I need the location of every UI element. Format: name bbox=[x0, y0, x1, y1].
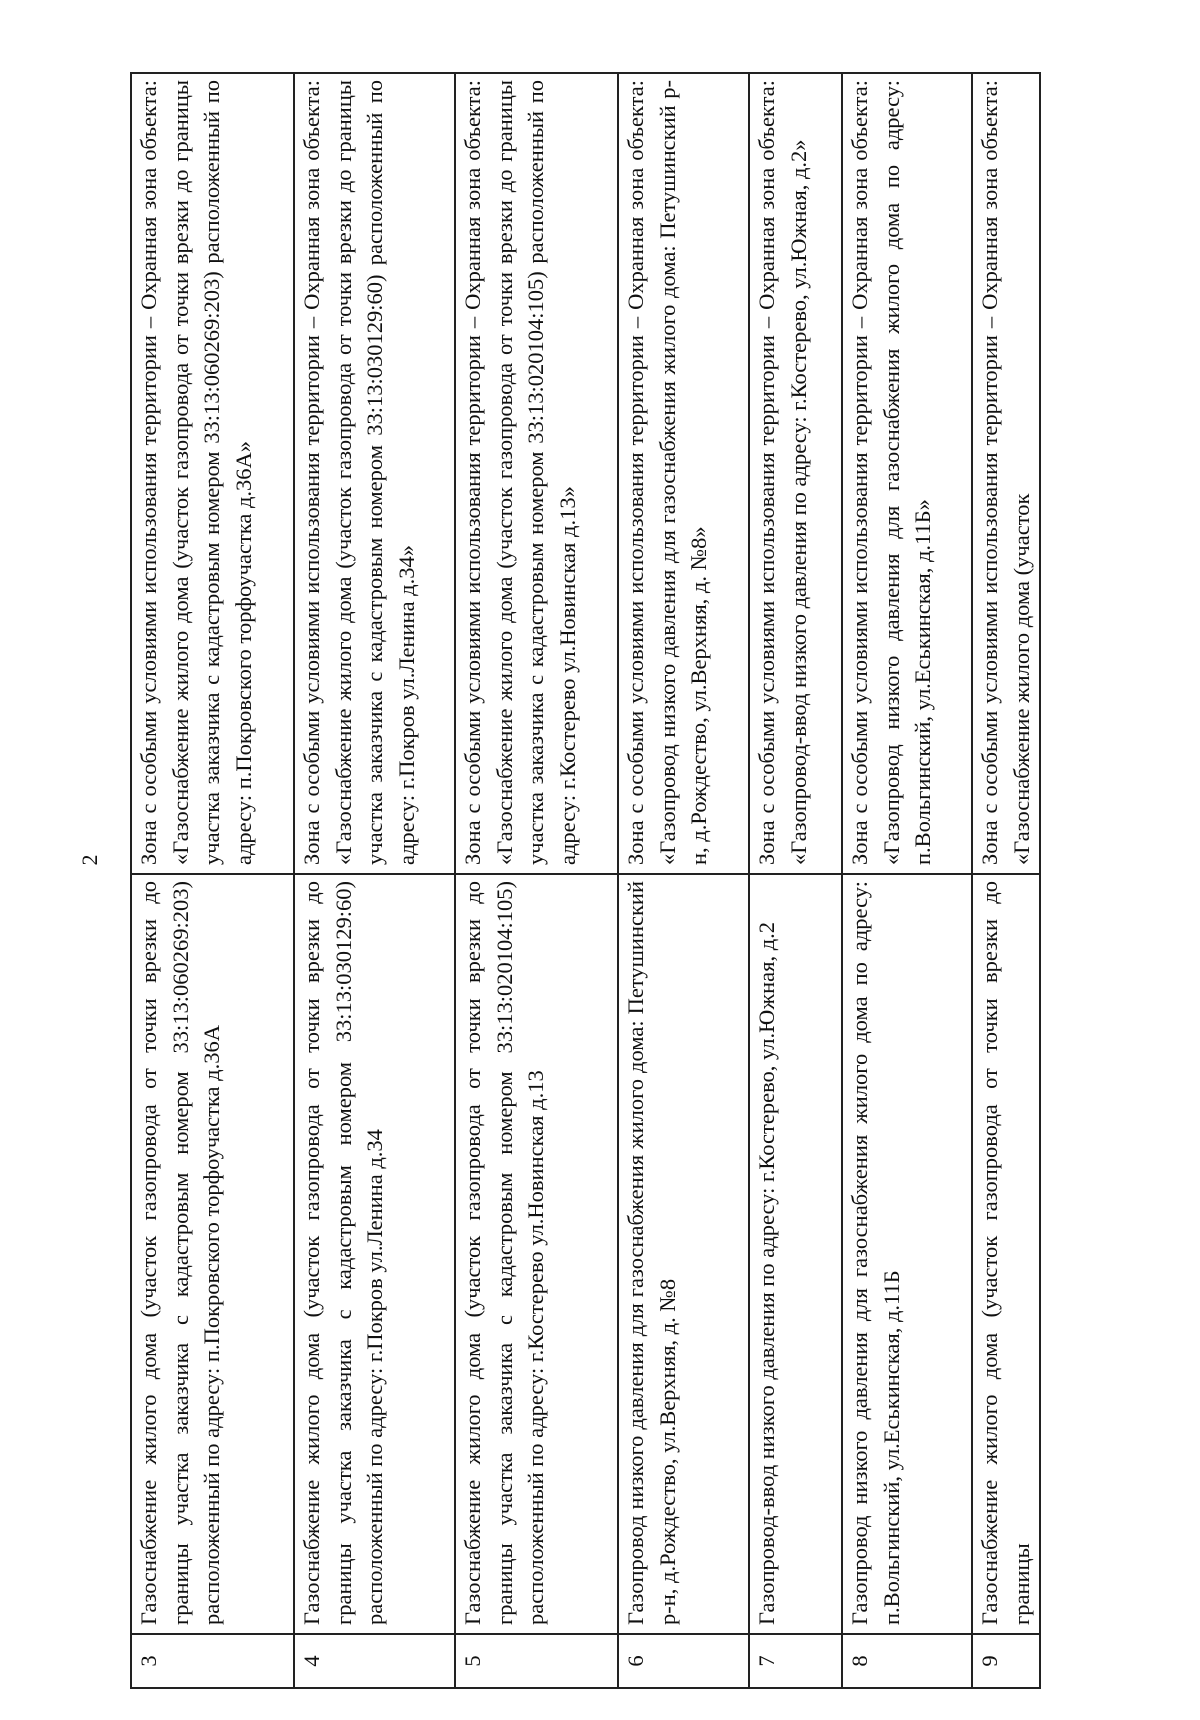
row-number: 3 bbox=[131, 1634, 294, 1688]
table-row bbox=[131, 73, 294, 1688]
page-number: 2 bbox=[77, 854, 102, 866]
object-name-cell: Газопровод низкого давления для газоснабжения жилого дома: Петушинский р-н, д.Рождество, ул.Верхняя, д. №8 bbox=[618, 874, 749, 1634]
rotated-table-frame bbox=[130, 74, 1034, 1689]
object-name-cell: Газоснабжение жилого дома (участок газопровода от точки врезки до границы участка заказчика с кадастровым номером 33:13:020104:105) расположенный по адресу: г.Костерево ул.Новинская д.13 bbox=[455, 874, 618, 1634]
object-name-cell: Газоснабжение жилого дома (участок газопровода от точки врезки до границы участка заказчика с кадастровым номером 33:13:060269:203) расположенный по адресу: п.Покровского торфоучастка д.36А bbox=[131, 874, 294, 1634]
object-name-cell: Газопровод-ввод низкого давления по адресу: г.Костерево, ул.Южная, д.2 bbox=[749, 874, 842, 1634]
zone-description-cell: Зона с особыми условиями использования территории – Охранная зона объекта: «Газоснабжение жилого дома (участок газопровода от точки врезки до границы участка заказчика с кадастровым номером 33:13:030129:60) расположенный по адресу: г.Покров ул.Ленина д.34» bbox=[294, 73, 455, 874]
row-number: 5 bbox=[455, 1634, 618, 1688]
row-number: 6 bbox=[618, 1634, 749, 1688]
zone-description-cell: Зона с особыми условиями использования территории – Охранная зона объекта: «Газопровод низкого давления для газоснабжения жилого дома: Петушинский р-н, д.Рождество, ул.Верхняя, д. №8» bbox=[618, 73, 749, 874]
row-number: 9 bbox=[972, 1634, 1040, 1688]
zone-description-cell: Зона с особыми условиями использования территории – Охранная зона объекта: «Газопровод-ввод низкого давления по адресу: г.Костерево, ул.Южная, д.2» bbox=[749, 73, 842, 874]
table-row bbox=[618, 73, 749, 1688]
row-number: 8 bbox=[842, 1634, 972, 1688]
row-number: 7 bbox=[749, 1634, 842, 1688]
row-number: 4 bbox=[294, 1634, 455, 1688]
zone-description-cell: Зона с особыми условиями использования территории – Охранная зона объекта: «Газоснабжение жилого дома (участок bbox=[972, 73, 1040, 874]
table-row bbox=[842, 73, 972, 1688]
object-name-cell: Газоснабжение жилого дома (участок газопровода от точки врезки до границы bbox=[972, 874, 1040, 1634]
zone-description-cell: Зона с особыми условиями использования территории – Охранная зона объекта: «Газопровод низкого давления для газоснабжения жилого дома по адресу: п.Вольгинский, ул.Еськинская, д.11Б» bbox=[842, 73, 972, 874]
object-name-cell: Газоснабжение жилого дома (участок газопровода от точки врезки до границы участка заказчика с кадастровым номером 33:13:030129:60) расположенный по адресу: г.Покров ул.Ленина д.34 bbox=[294, 874, 455, 1634]
table-row bbox=[972, 73, 1040, 1688]
zone-description-cell: Зона с особыми условиями использования территории – Охранная зона объекта: «Газоснабжение жилого дома (участок газопровода от точки врезки до границы участка заказчика с кадастровым номером 33:13:020104:105) расположенный по адресу: г.Костерево ул.Новинская д.13» bbox=[455, 73, 618, 874]
table-row bbox=[455, 73, 618, 1688]
table-row bbox=[294, 73, 455, 1688]
object-name-cell: Газопровод низкого давления для газоснабжения жилого дома по адресу: п.Вольгинский, ул.Еськинская, д.11Б bbox=[842, 874, 972, 1634]
zones-table bbox=[130, 72, 1041, 1689]
table-row bbox=[749, 73, 842, 1688]
rotated-table-container bbox=[130, 74, 1034, 1689]
zone-description-cell: Зона с особыми условиями использования территории – Охранная зона объекта: «Газоснабжение жилого дома (участок газопровода от точки врезки до границы участка заказчика с кадастровым номером 33:13:060269:203) расположенный по адресу: п.Покровского торфоучастка д.36А» bbox=[131, 73, 294, 874]
